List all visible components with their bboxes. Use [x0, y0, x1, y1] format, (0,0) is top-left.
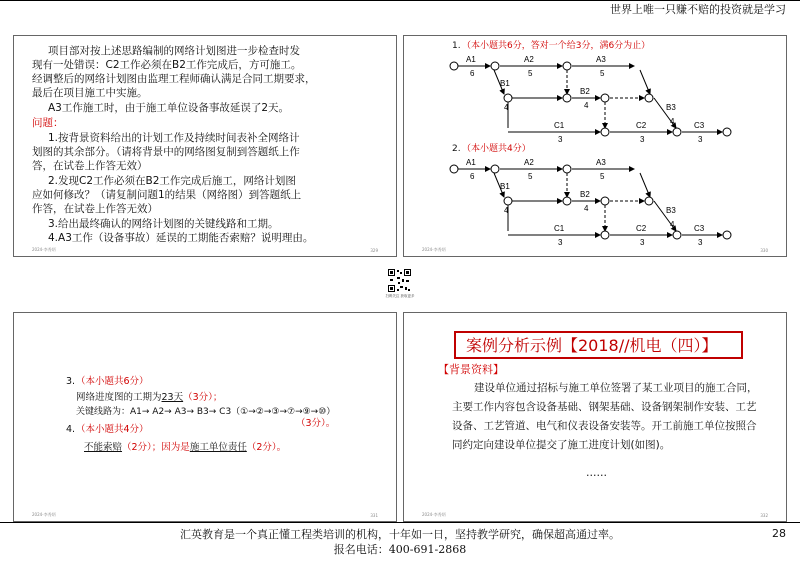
q-line-4: 2.发现C2工作必须在B2工作完成后施工，网络计划图: [48, 175, 296, 187]
d2-C3-dur: 3: [698, 238, 703, 247]
q3-line2: 关键线路为：A1→ A2→ A3→ B3→ C3（①→②→③→⑦→⑨→⑩）: [76, 407, 336, 417]
d1-C3-name: C3: [694, 121, 705, 130]
d1-C3-dur: 3: [698, 135, 703, 144]
q1-number: 1.: [452, 41, 461, 51]
slide-footer-left: 2024-李秀炳: [422, 512, 446, 517]
q4-d: （2分）。: [246, 442, 287, 453]
slide-footer-right: 331: [370, 513, 378, 518]
q4-number: 4.: [66, 424, 76, 435]
slide-footer-left: 2024-李秀炳: [32, 247, 56, 252]
q4-b: （2分）；因为是: [122, 442, 190, 453]
slide-footer-left: 2024-李秀炳: [422, 247, 446, 252]
q-line-2: 划图的其余部分。（请将背景中的网络图复制到答题纸上作: [32, 146, 300, 158]
bg-line-2: 主要工作内容包含设备基础、钢架基础、设备钢架制作安装、工艺: [452, 401, 757, 413]
q-line-7: 3.给出最终确认的网络计划图的关键线路和工期。: [48, 218, 279, 230]
page-number: 28: [772, 527, 786, 540]
bg-line-4: 同约定向建设单位提交了施工进度计划(如图)。: [452, 439, 671, 451]
d2-A2-name: A2: [524, 158, 534, 167]
slide-footer-left: 2024-李秀炳: [32, 512, 56, 517]
d2-A1-name: A1: [466, 158, 476, 167]
d1-B3-name: B3: [666, 103, 676, 112]
bg-line-5: A3工作施工时，由于施工单位设备事故延误了2天。: [48, 102, 290, 114]
network-diagram-1: [450, 55, 731, 144]
q-line-8: 4.A3工作（设备事故）延误的工期能否索赔？说明理由。: [48, 232, 314, 244]
slide-330: [403, 35, 787, 257]
d2-B1-name: B1: [500, 182, 510, 191]
d1-A2-dur: 5: [528, 69, 533, 78]
q4-answer: [84, 441, 286, 455]
q3-duration: 23天: [161, 392, 184, 403]
d1-A3-name: A3: [596, 55, 606, 64]
slide-title: 案例分析示例【2018//机电（四）】: [466, 336, 718, 355]
d2-A1-dur: 6: [470, 172, 475, 181]
q-line-5: 应如何修改？（请复制问题1的结果（网络图）到答题纸上: [32, 189, 302, 201]
slide-332: [403, 312, 787, 522]
ellipsis: ……: [586, 467, 607, 479]
d1-A3-dur: 5: [600, 69, 605, 78]
q4-c: 施工单位责任: [189, 442, 247, 453]
d2-B3-dur: 4: [670, 220, 675, 229]
d2-B2-dur: 4: [584, 204, 589, 213]
section-label: 【背景资料】: [438, 363, 504, 376]
d1-B1-name: B1: [500, 79, 510, 88]
bg-line-1: 建设单位通过招标与施工单位签署了某工业项目的施工合同，: [474, 382, 758, 394]
q2-note: （本小题共4分）: [462, 144, 531, 154]
q3-line1: [76, 391, 222, 405]
d2-A3-dur: 5: [600, 172, 605, 181]
d1-C1-dur: 3: [558, 135, 563, 144]
bg-line-2: 现有一处错误：C2工作必须在B2工作完成后，方可施工。: [32, 59, 302, 71]
q3-line1-text: 网络进度图的工期为: [76, 392, 162, 403]
d2-C2-dur: 3: [640, 238, 645, 247]
qr-caption: 扫码关注 获取更多: [385, 294, 415, 298]
footer-phone: 报名电话：400-691-2868: [333, 543, 467, 556]
q-line-1: 1.按背景资料给出的计划工作及持续时间表补全网络计: [48, 132, 300, 144]
d2-B2-name: B2: [580, 190, 590, 199]
q4-note: （本小题共4分）: [76, 424, 149, 435]
bottom-rule: [0, 522, 800, 523]
q3-note: （本小题共6分）: [76, 376, 149, 387]
d2-C1-dur: 3: [558, 238, 563, 247]
d2-B1-dur: 4: [504, 206, 509, 215]
q-line-6: 作答，在试卷上作答无效）: [32, 203, 158, 215]
q4-a: 不能索赔: [84, 442, 123, 453]
d1-B1-dur: 4: [504, 103, 509, 112]
bg-line-3: 经调整后的网络计划图由监理工程师确认满足合同工期要求，: [32, 73, 316, 85]
d1-C2-dur: 3: [640, 135, 645, 144]
d1-A1-name: A1: [466, 55, 476, 64]
q3-score1: （3分）；: [183, 392, 223, 403]
slide-footer-right: 330: [760, 248, 768, 253]
d2-A3-name: A3: [596, 158, 606, 167]
q-line-3: 答，在试卷上作答无效）: [32, 160, 148, 172]
question-label: 问题：: [32, 117, 64, 129]
network-diagram-2: [450, 158, 731, 247]
bg-line-3: 设备、工艺管道、电气和仪表设备安装等。开工前施工单位按照合: [452, 420, 757, 432]
slide-footer-right: 332: [760, 513, 768, 518]
q2-number: 2.: [452, 144, 461, 154]
qr-code-icon: [387, 268, 412, 293]
d1-B3-dur: 4: [670, 117, 675, 126]
slide-331: [13, 312, 397, 522]
footer-slogan: 汇英教育是一个真正懂工程类培训的机构，十年如一日，坚持教学研究，确保超高通过率。: [180, 528, 620, 541]
d1-A2-name: A2: [524, 55, 534, 64]
d1-A1-dur: 6: [470, 69, 475, 78]
d2-B3-name: B3: [666, 206, 676, 215]
q3-number: 3.: [66, 376, 76, 387]
d1-B2-dur: 4: [584, 101, 589, 110]
q1-note: （本小题共6分，答对一个给3分，满6分为止）: [462, 41, 651, 51]
d1-B2-name: B2: [580, 87, 590, 96]
bg-line-1: 项目部对按上述思路编制的网络计划图进一步检查时发: [48, 45, 300, 57]
d2-C1-name: C1: [554, 224, 565, 233]
network-diagrams: [404, 36, 786, 256]
d2-A2-dur: 5: [528, 172, 533, 181]
page-header: 世界上唯一只赚不赔的投资就是学习: [610, 3, 786, 16]
q3-score2: （3分）。: [296, 418, 336, 429]
bg-line-4: 最后在项目施工中实施。: [32, 87, 148, 99]
slide-329: [13, 35, 397, 257]
slide-footer-right: 329: [370, 248, 378, 253]
d2-C2-name: C2: [636, 224, 647, 233]
d2-C3-name: C3: [694, 224, 705, 233]
d1-C2-name: C2: [636, 121, 647, 130]
d1-C1-name: C1: [554, 121, 565, 130]
